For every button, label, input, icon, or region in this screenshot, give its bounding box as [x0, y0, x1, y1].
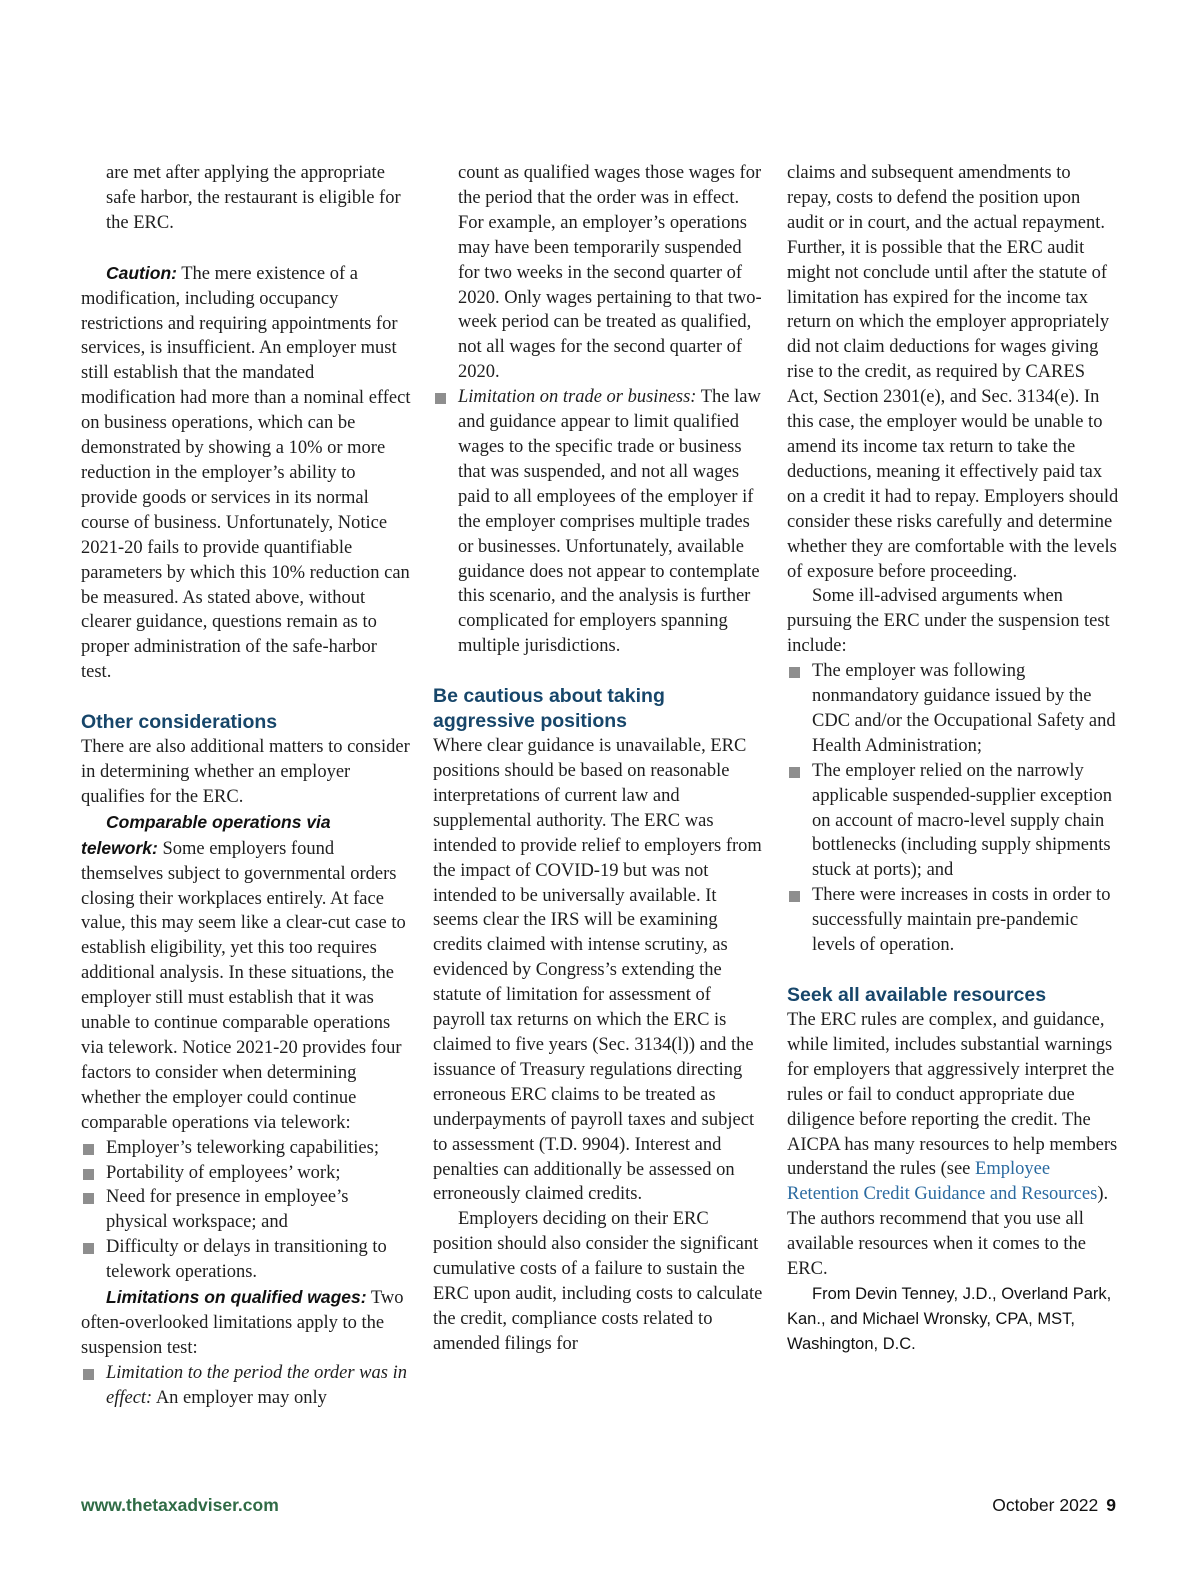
bullet-square-icon — [83, 1144, 94, 1155]
telework-factors-list — [81, 1136, 411, 1285]
paragraph-comparable-operations — [81, 810, 411, 1136]
bullet-square-icon — [83, 1193, 94, 1204]
limitations-list — [81, 1361, 411, 1411]
heading-be-cautious: Be cautious about taking aggressive positions — [433, 685, 665, 733]
author-byline: From Devin Tenney, J.D., Overland Park, Kan., and Michael Wronsky, CPA, MST, Washington, D.C. — [787, 1284, 1112, 1353]
limitations-label: Limitations on qualified wages: — [106, 1287, 367, 1308]
list-item: Limitation to the period the order was in effect: An employer may only — [81, 1361, 411, 1411]
paragraph-seek-resources: The ERC rules are complex, and guidance, while limited, includes substantial warnings for employers that aggressively interpret the rules or fail to conduct appropriate due diligence before reporting the credit. The AICPA has many resources to help members understand the rules (see Employee Retention Credit Guidance and Resources). The authors recommend that you use all available resources when it comes to the ERC. — [787, 1010, 1118, 1280]
list-item: Employer’s teleworking capabilities; — [81, 1136, 411, 1161]
limitations-list-continued — [433, 385, 765, 659]
heading-other-considerations: Other considerations — [81, 711, 278, 734]
list-item: Portability of employees’ work; — [81, 1161, 411, 1186]
bullet-square-icon — [789, 667, 800, 678]
paragraph-claims-continued: claims and subsequent amendments to repay, costs to defend the position upon audit or in court, and the actual repayment. Further, it is possible that the ERC audit might not conclude until after the statute of limitation has expired for the income tax return on which the employer appropriately did not claim deductions for wages giving rise to the credit, as required by CARES Act, Section 2301(e), and Sec. 3134(e). In this case, the employer would be unable to amend its income tax return to take the deductions, meaning it effectively paid tax on a credit it had to repay. Employers should consider these risks carefully and determine whether they are comfortable with the levels of exposure before proceeding. — [787, 163, 1119, 582]
bullet-square-icon — [789, 767, 800, 778]
bullet-square-icon — [83, 1369, 94, 1380]
caution-text: The mere existence of a modification, including occupancy restrictions and requiring appointments for services, is insufficient. An employer must still establish that the mandated modification had more than a nominal effect on business operations, which can be demonstrated by showing a 10% or more reduction in the employer’s ability to provide goods or services in its normal course of business. Unfortunately, Notice 2021-20 fails to provide quantifiable parameters by which this 10% reduction can be measured. As stated above, without clearer guidance, questions remain as to proper administration of the safe-harbor test. — [81, 263, 411, 683]
article-column-3 — [787, 161, 1119, 1357]
list-item: The employer relied on the narrowly applicable suspended-supplier exception on account of macro-level supply chain bottlenecks (including supply shipments stuck at ports); and — [787, 759, 1119, 884]
bullet-square-icon — [435, 393, 446, 404]
bullet-square-icon — [83, 1169, 94, 1180]
paragraph-ill-advised: Some ill-advised arguments when pursuing the ERC under the suspension test include: — [787, 586, 1110, 657]
footer-website-link[interactable]: www.thetaxadviser.com — [81, 1495, 279, 1515]
article-column-1 — [81, 161, 411, 1411]
paragraph-employers-deciding: Employers deciding on their ERC position should also consider the significant cumulative costs of a failure to sustain the ERC upon audit, including costs to calculate the credit, compliance costs related to amended filings for — [433, 1209, 763, 1354]
caution-label: Caution: — [106, 262, 177, 283]
ill-advised-arguments-list — [787, 659, 1119, 958]
paragraph-other-considerations: There are also additional matters to consider in determining whether an employer qualifies for the ERC. — [81, 737, 410, 807]
issue-date: October 2022 — [992, 1495, 1099, 1515]
bullet-square-icon — [789, 891, 800, 902]
list-item: The employer was following nonmandatory guidance issued by the CDC and/or the Occupational Safety and Health Administration; — [787, 659, 1119, 759]
paragraph-safe-harbor-conclusion: are met after applying the appropriate safe harbor, the restaurant is eligible for the ERC. — [106, 163, 401, 233]
list-item: Need for presence in employee’s physical workspace; and — [81, 1185, 411, 1235]
page-number: 9 — [1106, 1495, 1116, 1515]
list-item: Difficulty or delays in transitioning to telework operations. — [81, 1235, 411, 1285]
limitations-text: Two often-overlooked limitations apply to the suspension test: — [81, 1288, 404, 1358]
paragraph-be-cautious: Where clear guidance is unavailable, ERC positions should be based on reasonable interpretations of current law and supplemental authority. The ERC was intended to provide relief to employers from the impact of COVID-19 but was not intended to be universally available. It seems clear the IRS will be examining credits claimed with intense scrutiny, as evidenced by Congress’s extending the statute of limitation for assessment of payroll tax returns on which the ERC is claimed to five years (Sec. 3134(l)) and the issuance of Treasury regulations directing erroneous ERC claims to be treated as underpayments of payroll taxes and subject to assessment (T.D. 9904). Interest and penalties can additionally be assessed on erroneously claimed credits. — [433, 736, 762, 1205]
article-column-2 — [433, 161, 765, 1357]
erc-guidance-link[interactable]: Employee Retention Credit Guidance and Resources — [787, 1159, 1098, 1205]
paragraph-limitations — [81, 1285, 411, 1361]
list-item: Limitation on trade or business: The law and guidance appear to limit qualified wages to the specific trade or business that was suspended, and not all wages paid to all employees of the employer if the employer comprises multiple trades or businesses. Unfortunately, available guidance does not appear to contemplate this scenario, and the analysis is further complicated for employers spanning multiple jurisdictions. — [433, 385, 765, 659]
paragraph-period-continued: count as qualified wages those wages for the period that the order was in effect. For example, an employer’s operations may have been temporarily suspended for two weeks in the second quarter of 2020. Only wages pertaining to that two-week period can be treated as qualified, not all wages for the second quarter of 2020. — [458, 163, 762, 383]
bullet-square-icon — [83, 1243, 94, 1254]
comparable-operations-text: Some employers found themselves subject to governmental orders closing their workplaces entirely. At face value, this may seem like a clear-cut case to establish eligibility, yet this too requires additional analysis. In these situations, the employer still must establish that it was unable to continue comparable operations via telework. Notice 2021-20 provides four factors to consider when determining whether the employer could continue comparable operations via telework: — [81, 838, 406, 1133]
heading-seek-resources: Seek all available resources — [787, 984, 1047, 1006]
comparable-operations-label: Comparable operations via telework: — [81, 811, 331, 858]
list-item: There were increases in costs in order to successfully maintain pre-pandemic levels of operation. — [787, 883, 1119, 958]
paragraph-caution — [81, 261, 411, 685]
footer-date-page — [992, 1495, 1116, 1516]
